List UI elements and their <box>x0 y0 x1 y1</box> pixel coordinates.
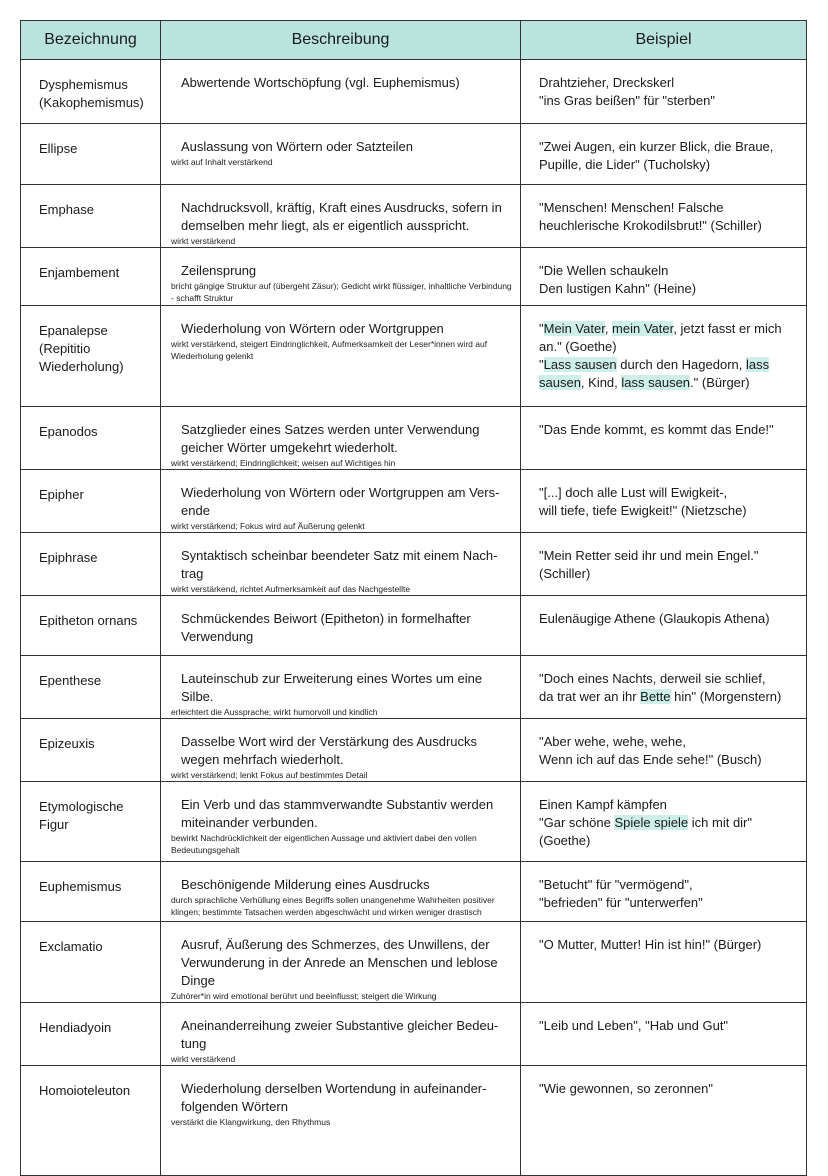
example-line <box>539 876 798 894</box>
header-bezeichnung: Bezeichnung <box>21 21 161 60</box>
example-cell <box>521 782 807 862</box>
highlighted-repetition: lass sausen <box>539 357 770 390</box>
table-row <box>21 185 807 248</box>
highlighted-repetition: Mein Vater <box>543 321 605 336</box>
effect-note: wirkt verstärkend, steigert Eindringlichkeit, Aufmerksamkeit der Leser*innen wird auf Wiederholung gelenkt <box>171 339 488 361</box>
example-text: "[...] doch alle Lust will Ewigkeit-, <box>539 485 728 500</box>
term-name: Epanalepse (Repititio Wiederholung) <box>39 323 124 374</box>
example-line <box>539 796 798 814</box>
term-cell <box>21 306 161 407</box>
effect-note: bewirkt Nachdrücklichkeit der eigentlichen Aussage und aktiviert dabei den vollen Bedeutungsgehalt <box>171 833 477 855</box>
example-line <box>539 1080 798 1098</box>
example-text: will tiefe, tiefe Ewigkeit!" (Nietzsche) <box>539 503 747 518</box>
example-text: "Zwei Augen, ein kurzer Blick, die Braue, Pupille, die Lider" (Tucholsky) <box>539 139 774 172</box>
example-line <box>539 547 798 583</box>
example-line <box>539 74 798 92</box>
example-line <box>539 138 798 174</box>
example-text: Eulenäugige Athene (Glaukopis Athena) <box>539 611 770 626</box>
term-cell <box>21 656 161 719</box>
table-row <box>21 60 807 124</box>
effect-note: wirkt verstärkend <box>171 236 236 246</box>
term-name: Etymologische Figur <box>39 799 124 832</box>
table-row <box>21 248 807 306</box>
term-name: Epizeuxis <box>39 736 95 751</box>
example-text: Einen Kampf kämpfen <box>539 797 667 812</box>
description-text: Dasselbe Wort wird der Verstärkung des Ausdrucks wegen mehrfach wiederholt. <box>181 734 478 767</box>
description-text: Abwertende Wortschöpfung (vgl. Euphemismus) <box>181 75 460 90</box>
example-text: , <box>604 321 613 336</box>
description-text: Schmückendes Beiwort (Epitheton) in formelhafter Verwendung <box>181 611 471 644</box>
description-text: Aneinanderreihung zweier Substantive gleicher Bedeu-tung <box>181 1018 499 1051</box>
example-text: ." (Bürger) <box>690 375 750 390</box>
description-text: Wiederholung derselben Wortendung in aufeinander-folgenden Wörtern <box>181 1081 487 1114</box>
example-text: , Kind, <box>580 375 622 390</box>
example-line <box>539 356 798 392</box>
example-line <box>539 670 798 688</box>
description-cell <box>161 862 521 922</box>
term-cell <box>21 407 161 470</box>
example-text: " <box>539 321 544 336</box>
example-cell <box>521 124 807 185</box>
example-text: "Gar schöne <box>539 815 615 830</box>
table-row <box>21 1066 807 1176</box>
description-text: Syntaktisch scheinbar beendeter Satz mit einem Nach-trag <box>181 548 498 581</box>
example-text: "Die Wellen schaukeln <box>539 263 669 278</box>
example-line <box>539 814 798 850</box>
table-row <box>21 1003 807 1066</box>
effect-note: wirkt auf Inhalt verstärkend <box>171 157 273 167</box>
table-body <box>21 60 807 1176</box>
description-cell <box>161 1066 521 1176</box>
term-cell <box>21 470 161 533</box>
description-text: Nachdrucksvoll, kräftig, Kraft eines Ausdrucks, sofern in demselben mehr liegt, als er eigentlich ausspricht. <box>181 200 502 233</box>
highlighted-repetition: Spiele spiele <box>614 815 689 830</box>
term-cell <box>21 862 161 922</box>
example-text: Wenn ich auf das Ende sehe!" (Busch) <box>539 752 762 767</box>
description-cell <box>161 922 521 1003</box>
example-text: "Doch eines Nachts, derweil sie schlief, <box>539 671 766 686</box>
example-line <box>539 199 798 235</box>
example-cell <box>521 470 807 533</box>
term-name: Epitheton ornans <box>39 613 138 628</box>
table-row <box>21 470 807 533</box>
description-text: Wiederholung von Wörtern oder Wortgruppen <box>181 321 444 336</box>
example-text: hin" (Morgenstern) <box>670 689 782 704</box>
effect-note: verstärkt die Klangwirkung, den Rhythmus <box>171 1117 331 1127</box>
description-cell <box>161 306 521 407</box>
example-cell <box>521 248 807 306</box>
term-cell <box>21 1066 161 1176</box>
example-text: "Aber wehe, wehe, wehe, <box>539 734 686 749</box>
term-name: Epiphrase <box>39 550 98 565</box>
example-text: "ins Gras beißen" für "sterben" <box>539 93 715 108</box>
table-row <box>21 124 807 185</box>
example-text: " <box>539 357 544 372</box>
table-row <box>21 407 807 470</box>
description-cell <box>161 533 521 596</box>
description-text: Satzglieder eines Satzes werden unter Verwendung geicher Wörter umgekehrt wiederholt. <box>181 422 480 455</box>
example-line <box>539 92 798 110</box>
term-name: Exclamatio <box>39 939 103 954</box>
description-cell <box>161 124 521 185</box>
effect-note: wirkt verstärkend <box>171 1054 236 1064</box>
example-line <box>539 751 798 769</box>
effect-note: Zuhörer*in wird emotional berührt und beeinflusst; steigert die Wirkung <box>171 991 437 1001</box>
highlighted-repetition: lass sausen <box>621 375 691 390</box>
example-text: "Mein Retter seid ihr und mein Engel." (Schiller) <box>539 548 759 581</box>
term-name: Hendiadyoin <box>39 1020 112 1035</box>
example-line <box>539 733 798 751</box>
description-text: Auslassung von Wörtern oder Satzteilen <box>181 139 413 154</box>
term-cell <box>21 248 161 306</box>
description-text: Ausruf, Äußerung des Schmerzes, des Unwillens, der Verwunderung in der Anrede an Menschen und leblose Dinge <box>181 937 498 988</box>
effect-note: wirkt verstärkend; Eindringlichkeit; weisen auf Wichtiges hin <box>171 458 396 468</box>
header-row <box>21 21 807 60</box>
description-cell <box>161 470 521 533</box>
description-cell <box>161 185 521 248</box>
effect-note: durch sprachliche Verhüllung eines Begriffs sollen unangenehme Wahrheiten positiver klingen; bestimmte Tatsachen werden abgeschwächt und wirken weniger drastisch <box>171 895 495 917</box>
term-name: Euphemismus <box>39 879 122 894</box>
highlighted-repetition: Lass sausen <box>543 357 617 372</box>
example-line <box>539 484 798 502</box>
example-cell <box>521 306 807 407</box>
example-text: "befrieden" für "unterwerfen" <box>539 895 703 910</box>
term-cell <box>21 922 161 1003</box>
term-cell <box>21 533 161 596</box>
example-text: Den lustigen Kahn" (Heine) <box>539 281 697 296</box>
example-line <box>539 421 798 439</box>
effect-note: bricht gängige Struktur auf (übergeht Zäsur); Gedicht wirkt flüssiger, inhaltliche Verbindung - schafft Struktur <box>171 281 512 303</box>
example-line <box>539 280 798 298</box>
example-text: "Das Ende kommt, es kommt das Ende!" <box>539 422 774 437</box>
example-cell <box>521 407 807 470</box>
example-text: ich mit dir" (Goethe) <box>539 815 753 848</box>
description-cell <box>161 1003 521 1066</box>
table-row <box>21 533 807 596</box>
effect-note: wirkt verstärkend, richtet Aufmerksamkeit auf das Nachgestellte <box>171 584 411 594</box>
header-beschreibung: Beschreibung <box>161 21 521 60</box>
term-name: Homoioteleuton <box>39 1083 131 1098</box>
term-name: Epanodos <box>39 424 98 439</box>
example-text: da trat wer an ihr <box>539 689 641 704</box>
description-cell <box>161 248 521 306</box>
example-text: "Betucht" für "vermögend", <box>539 877 693 892</box>
highlighted-repetition: mein Vater <box>612 321 674 336</box>
term-cell <box>21 60 161 124</box>
description-cell <box>161 719 521 782</box>
example-text: durch den Hagedorn, <box>616 357 746 372</box>
term-cell <box>21 1003 161 1066</box>
example-line <box>539 688 798 706</box>
description-text: Beschönigende Milderung eines Ausdrucks <box>181 877 430 892</box>
example-line <box>539 262 798 280</box>
term-name: Enjambement <box>39 265 120 280</box>
description-text: Lauteinschub zur Erweiterung eines Wortes um eine Silbe. <box>181 671 483 704</box>
description-text: Ein Verb und das stammverwandte Substantiv werden miteinander verbunden. <box>181 797 494 830</box>
example-text: , jetzt fasst er mich an." (Goethe) <box>539 321 782 354</box>
term-name: Epipher <box>39 487 84 502</box>
example-cell <box>521 862 807 922</box>
term-cell <box>21 596 161 656</box>
table-row <box>21 782 807 862</box>
term-name: Epenthese <box>39 673 102 688</box>
example-line <box>539 320 798 356</box>
description-cell <box>161 782 521 862</box>
example-line <box>539 1017 798 1035</box>
description-cell <box>161 656 521 719</box>
effect-note: wirkt verstärkend; lenkt Fokus auf bestimmtes Detail <box>171 770 368 780</box>
example-cell <box>521 60 807 124</box>
example-line <box>539 502 798 520</box>
example-cell <box>521 596 807 656</box>
example-text: "O Mutter, Mutter! Hin ist hin!" (Bürger) <box>539 937 762 952</box>
term-cell <box>21 719 161 782</box>
description-cell <box>161 407 521 470</box>
header-beispiel: Beispiel <box>521 21 807 60</box>
stilmittel-table <box>20 20 807 1176</box>
example-line <box>539 894 798 912</box>
example-line <box>539 610 798 628</box>
description-text: Wiederholung von Wörtern oder Wortgruppen am Vers-ende <box>181 485 500 518</box>
example-line <box>539 936 798 954</box>
table-row <box>21 922 807 1003</box>
example-cell <box>521 719 807 782</box>
table-row <box>21 862 807 922</box>
term-cell <box>21 185 161 248</box>
table-row <box>21 306 807 407</box>
term-name: Emphase <box>39 202 94 217</box>
effect-note: wirkt verstärkend; Fokus wird auf Äußerung gelenkt <box>171 521 365 531</box>
term-cell <box>21 782 161 862</box>
example-text: "Wie gewonnen, so zeronnen" <box>539 1081 714 1096</box>
example-cell <box>521 922 807 1003</box>
effect-note: erleichtert die Aussprache; wirkt humorvoll und kindlich <box>171 707 378 717</box>
term-name: Dysphemismus (Kakophemismus) <box>39 77 144 110</box>
example-cell <box>521 1003 807 1066</box>
description-cell <box>161 596 521 656</box>
term-name: Ellipse <box>39 141 78 156</box>
highlighted-repetition: Bette <box>640 689 671 704</box>
example-cell <box>521 656 807 719</box>
description-text: Zeilensprung <box>181 263 257 278</box>
table-row <box>21 719 807 782</box>
example-cell <box>521 1066 807 1176</box>
table-row <box>21 596 807 656</box>
example-cell <box>521 533 807 596</box>
example-cell <box>521 185 807 248</box>
table-row <box>21 656 807 719</box>
description-cell <box>161 60 521 124</box>
term-cell <box>21 124 161 185</box>
example-text: "Leib und Leben", "Hab und Gut" <box>539 1018 729 1033</box>
example-text: "Menschen! Menschen! Falsche heuchlerische Krokodilsbrut!" (Schiller) <box>539 200 762 233</box>
example-text: Drahtzieher, Dreckskerl <box>539 75 675 90</box>
